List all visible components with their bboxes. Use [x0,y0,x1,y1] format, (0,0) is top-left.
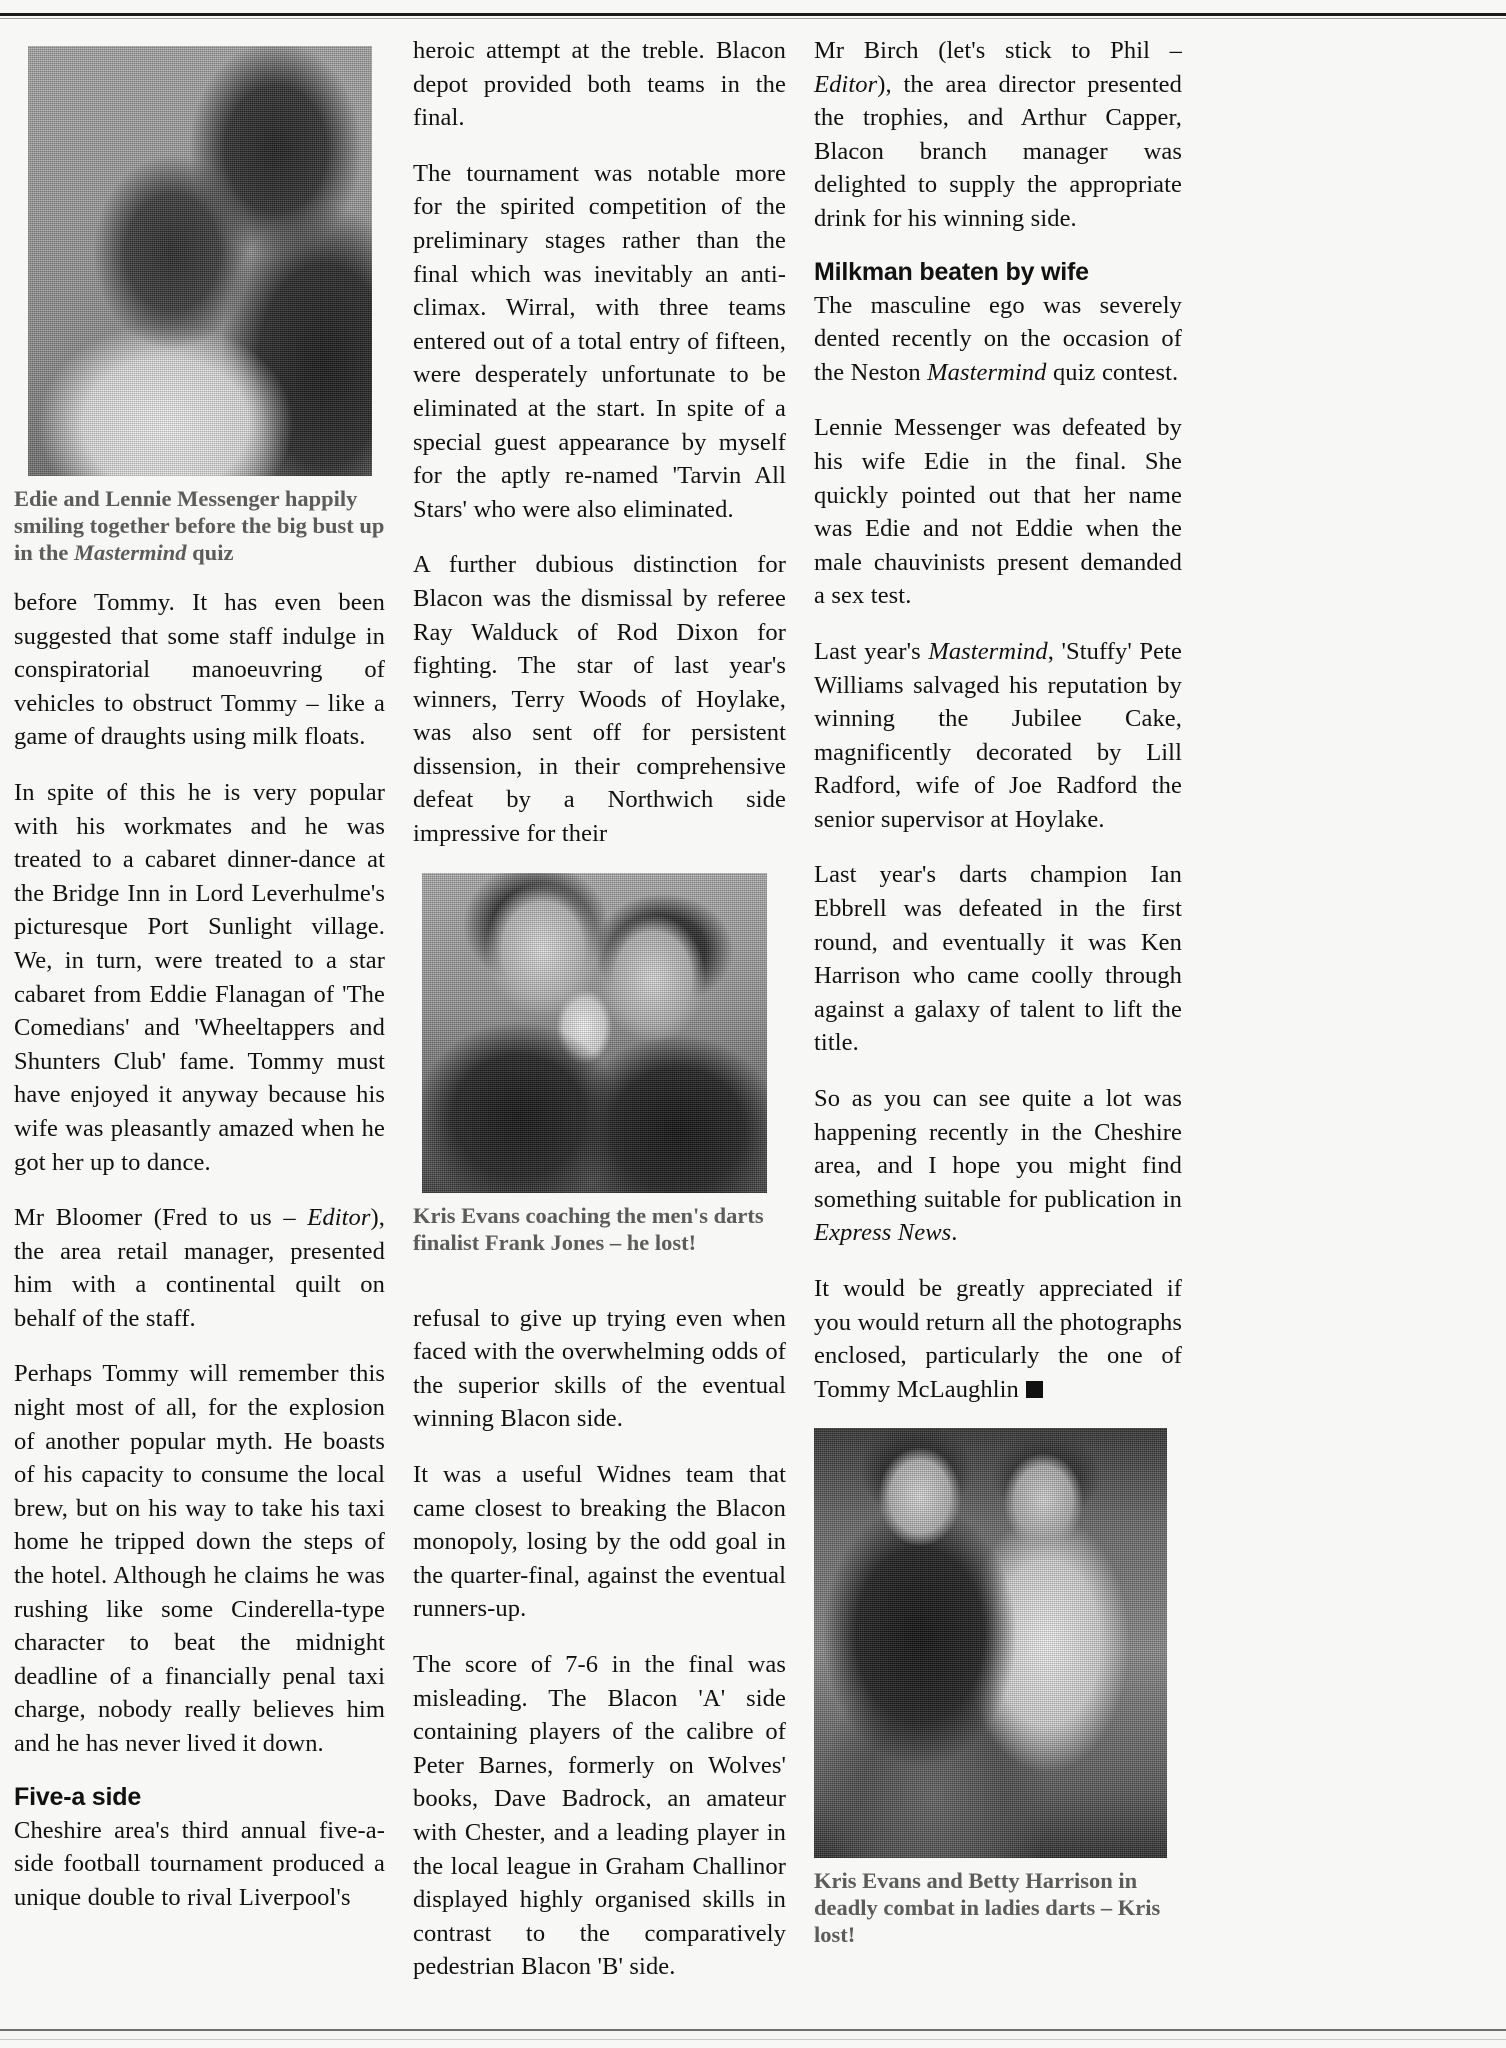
heading-milkman-beaten-by-wife: Milkman beaten by wife [814,257,1089,286]
caption-line-3: lost! [814,1922,856,1948]
photo-caption-darts-coaching [413,1202,786,1256]
paragraph-five-a-side: Cheshire area's third annual five-a-side football tournament produced a unique double to rival Liverpool's [14,1816,385,1911]
last-year-italic-mastermind: Mastermind [928,637,1048,665]
caption-line-1: Kris Evans and Betty Harrison in [814,1868,1138,1894]
caption-line-3-pre: in the [14,540,75,565]
paragraph-perhaps-tommy: Perhaps Tommy will remember this night most of all, for the explosion of another popular myth. He boasts of his capacity to consume the local brew, but on his way to take his taxi home he tripped down the steps of the hotel. Although he claims he was rushing like some Cinderella-type character to beat the midnight deadline of a financially penal taxi charge, nobody really believes him and he has never lived it down. [14,1360,385,1757]
express-news-post: . [951,1219,958,1247]
column-spacer [413,1276,786,1302]
mr-bloomer-post: ), the area retail manager, presented him with a continental quilt on behalf of the staff. [14,1204,385,1332]
page-bottom-rule [0,2029,1506,2031]
end-of-article-square-icon [1026,1381,1043,1398]
paragraph-tournament-notable: The tournament was notable more for the spirited competition of the preliminary stages rather than the final which was inevitably an anti-climax. Wirral, with three teams entered out of a total entry of fifteen, were desperately unfortunate to be eliminated at the start. In spite of a special guest appearance by myself for the aptly re-named 'Tarvin All Stars' who were also eliminated. [413,159,786,523]
caption-italic-mastermind: Mastermind [74,540,187,565]
paragraph-widnes-team: It was a useful Widnes team that came closest to breaking the Blacon monopoly, losing by the odd goal in the quarter-final, against the eventual runners-up. [413,1461,786,1623]
right-column [814,34,1182,2012]
paragraph-return-photographs [814,1272,1182,1406]
milkman-intro-italic-mastermind: Mastermind [927,358,1047,386]
paragraph-express-news [814,1082,1182,1250]
paragraph-in-spite-of-this: In spite of this he is very popular with his workmates and he was treated to a cabaret dinner-dance at the Bridge Inn in Lord Leverhulme's picturesque Port Sunlight village. We, in turn, were treated to a star cabaret from Eddie Flanagan of 'The Comedians' and 'Wheeltappers and Shunters Club' fame. Tommy must have enjoyed it anyway because his wife was pleasantly amazed when he got her up to dance. [14,778,385,1176]
paragraph-before-tommy: before Tommy. It has even been suggested that some staff indulge in conspiratorial manoeuvring of vehicles to obstruct Tommy – like a game of draughts using milk floats. [14,589,385,751]
page-bottom-rule-secondary [0,2039,1506,2040]
paragraph-further-dubious: A further dubious distinction for Blacon was the dismissal by referee Ray Walduck of Rod Dixon for fighting. The star of last year's winners, Terry Woods of Hoylake, was also sent off for persistent dissension, in their comprehensive defeat by a Northwich side impressive for their [413,551,786,848]
photo-caption-ladies-darts [814,1867,1182,1948]
caption-line-1: Edie and Lennie Messenger happily [14,486,358,511]
paragraph-last-year-mastermind [814,635,1182,837]
express-news-pre: So as you can see quite a lot was happening recently in the Cheshire area, and I hope you might find something suitable for publication in [814,1085,1182,1213]
photo-caption-edie-lennie [14,485,385,566]
left-column [14,34,385,2012]
caption-line-3-post: quiz [186,540,234,565]
paragraph-lennie-defeated: Lennie Messenger was defeated by his wife Edie in the final. She quickly pointed out that her name was Edie and not Eddie when the male chauvinists present demanded a sex test. [814,414,1182,610]
last-year-pre: Last year's [814,637,929,665]
paragraph-refusal-to-give-up: refusal to give up trying even when faced with the overwhelming odds of the superior skills of the eventual winning Blacon side. [413,1304,786,1433]
milkman-intro-pre: The masculine ego was severely dented recently on the occasion of the Neston [814,291,1182,386]
mr-bloomer-editor-italic: Editor [307,1204,371,1232]
heading-five-a-side: Five-a side [14,1782,142,1811]
milkman-intro-post: quiz contest. [1046,358,1179,386]
mr-birch-post: ), the area director presented the trophies, and Arthur Capper, Blacon branch manager was delighted to supply the appropriate drink for his winning side. [814,70,1182,232]
paragraph-masculine-ego [814,289,1182,390]
caption-line-1: Kris Evans coaching the men's darts [413,1202,764,1228]
paragraph-mr-bloomer [14,1201,385,1335]
closing-text: It would be greatly appreciated if you would return all the photographs enclosed, particularly the one of Tommy McLaughlin [814,1275,1182,1403]
middle-column [413,34,786,2012]
paragraph-darts-champion: Last year's darts champion Ian Ebbrell was defeated in the first round, and eventually it was Ken Harrison who came coolly through against a galaxy of talent to lift the title. [814,861,1182,1057]
paragraph-score-final: The score of 7-6 in the final was misleading. The Blacon 'A' side containing players of the calibre of Peter Barnes, formerly on Wolves' books, Dave Badrock, an amateur with Chester, and a leading player in the local league in Graham Challinor displayed highly organised skills in contrast to the comparatively pedestrian Blacon 'B' side. [413,1651,786,1981]
kris-evans-coaching-frank-jones-photo [422,873,767,1193]
last-year-post: , 'Stuffy' Pete Williams salvaged his reputation by winning the Jubilee Cake, magnificently decorated by Lill Radford, wife of Joe Radford the senior supervisor at Hoylake. [814,637,1182,833]
mr-birch-editor-italic: Editor [814,70,878,98]
mr-bloomer-pre: Mr Bloomer (Fred to us – [14,1204,308,1232]
page-top-rule-secondary [0,18,1506,19]
caption-line-2: smiling together before the big bust up [14,513,385,538]
paragraph-mr-birch [814,34,1182,236]
mr-birch-pre: Mr Birch (let's stick to Phil – [814,37,1182,64]
caption-line-2: deadly combat in ladies darts – Kris [814,1895,1161,1921]
paragraph-heroic-attempt: heroic attempt at the treble. Blacon depot provided both teams in the final. [413,37,786,132]
kris-evans-and-betty-harrison-photo [814,1428,1167,1858]
edie-and-lennie-messenger-photo [28,46,372,476]
express-news-italic: Express News [814,1219,952,1247]
caption-line-2: finalist Frank Jones – he lost! [413,1229,697,1255]
page-top-rule [0,13,1506,16]
three-column-layout [14,34,1492,2012]
